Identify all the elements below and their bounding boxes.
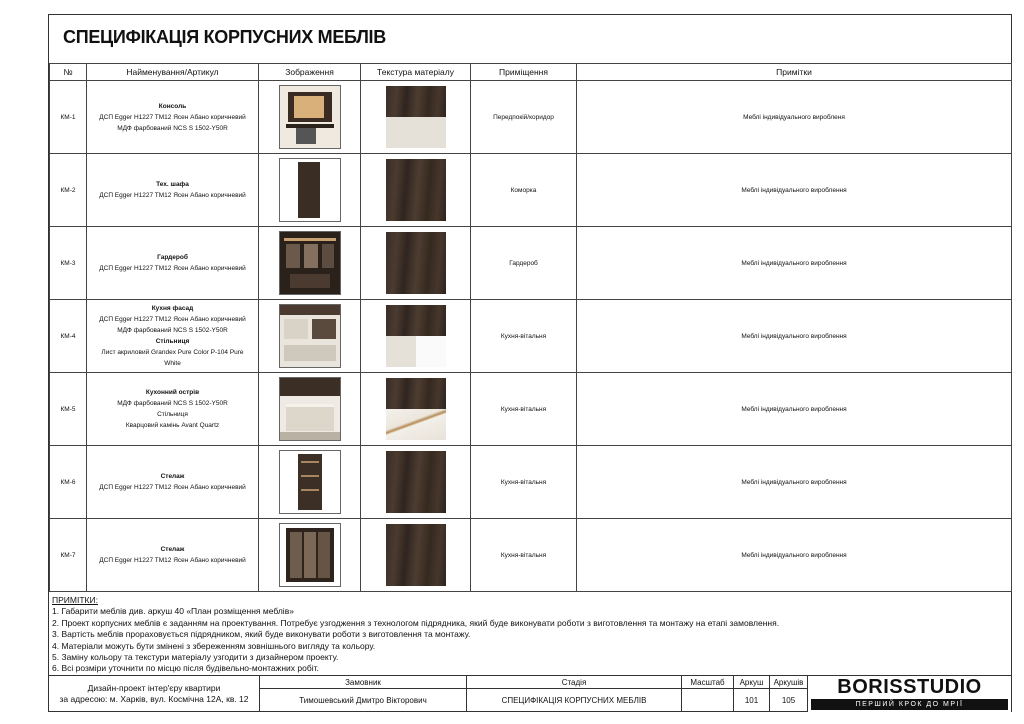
- logo-text: BORISSTUDIO: [837, 676, 982, 698]
- table-row: [50, 519, 1012, 592]
- sheet-label: Аркуш: [733, 676, 769, 688]
- item-material: ДСП Egger H1227 TM12 Ясен Абано коричневий: [99, 557, 246, 564]
- spec-table: [49, 63, 1012, 592]
- table-row: [50, 300, 1012, 373]
- item-material: ДСП Egger H1227 TM12 Ясен Абано коричневий: [99, 265, 246, 272]
- col-texture: Текстура матеріалу: [361, 64, 471, 81]
- row-image: [259, 373, 361, 446]
- row-room: Кухня-вітальня: [471, 373, 577, 446]
- row-name: [87, 81, 259, 154]
- row-name: [87, 373, 259, 446]
- row-id: КМ-7: [50, 519, 87, 592]
- row-name: [87, 300, 259, 373]
- row-id: КМ-5: [50, 373, 87, 446]
- item-material: Кварцовий камінь Avant Quartz: [125, 422, 220, 429]
- note-item: 6. Всі розміри уточнити по місцю після будівельно-монтажних робіт.: [52, 663, 319, 674]
- row-texture: [361, 446, 471, 519]
- row-image: [259, 519, 361, 592]
- item-material: Лист акриловий Grandex Pure Color P-104 Pure: [101, 349, 244, 356]
- row-note: Меблі індивідуального вироблення: [577, 446, 1012, 519]
- col-image: Зображення: [259, 64, 361, 81]
- item-name: Стелаж: [160, 546, 185, 553]
- row-texture: [361, 227, 471, 300]
- texture-wood: [386, 524, 446, 586]
- notes-heading: ПРИМІТКИ:: [52, 595, 98, 605]
- texture-wood: [386, 451, 446, 513]
- kitchen-island-image: [279, 377, 341, 441]
- notes-block: [52, 595, 779, 675]
- studio-logo: [807, 676, 1011, 712]
- wardrobe-image: [279, 231, 341, 295]
- logo-slogan: ПЕРШИЙ КРОК ДО МРІЇ: [811, 699, 1008, 710]
- row-name: [87, 519, 259, 592]
- note-item: 5. Заміну кольору та текстури матеріалу узгодити з дизайнером проекту.: [52, 652, 339, 663]
- col-room: Приміщення: [471, 64, 577, 81]
- texture-wood-marble: [386, 378, 446, 440]
- sheets-label: Аркушів: [769, 676, 807, 688]
- row-id: КМ-4: [50, 300, 87, 373]
- project-address: за адресою: м. Харків, вул. Космічна 12А, кв. 12: [59, 694, 249, 704]
- sheet-number: 101: [733, 688, 769, 712]
- row-name: [87, 227, 259, 300]
- row-id: КМ-1: [50, 81, 87, 154]
- item-material: МДФ фарбований NCS S 1502-Y50R: [117, 124, 228, 132]
- note-item: 2. Проект корпусних меблів є заданням на проектування. Потребує узгодження з технологом підрядника, який буде виконувати роботи з виготовлення та монтажу на етапі замовлення.: [52, 617, 780, 628]
- table-header-row: [50, 64, 1012, 81]
- tech-wardrobe-image: [279, 158, 341, 222]
- item-material: МДФ фарбований NCS S 1502-Y50R: [117, 327, 228, 334]
- row-image: [259, 154, 361, 227]
- row-texture: [361, 154, 471, 227]
- row-room: Гардероб: [471, 227, 577, 300]
- row-note: Меблі індивідуального вироблення: [577, 373, 1012, 446]
- item-material: Стільниця: [157, 411, 188, 418]
- item-material: ДСП Egger H1227 TM12 Ясен Абано коричневий: [99, 484, 246, 491]
- row-id: КМ-6: [50, 446, 87, 519]
- col-number: №: [50, 64, 87, 81]
- row-texture: [361, 519, 471, 592]
- col-notes: Примітки: [577, 64, 1012, 81]
- row-room: Передпокій/коридор: [471, 81, 577, 154]
- row-image: [259, 300, 361, 373]
- table-row: [50, 227, 1012, 300]
- item-material: ДСП Egger H1227 TM12 Ясен Абано коричневий: [99, 113, 246, 121]
- row-texture: [361, 81, 471, 154]
- item-name: Кухня фасад: [151, 305, 194, 312]
- item-material: ДСП Egger H1227 TM12 Ясен Абано коричневий: [99, 316, 246, 323]
- item-material: ДСП Egger H1227 TM12 Ясен Абано коричневий: [99, 192, 246, 199]
- item-name: Гардероб: [157, 254, 188, 261]
- page-title: СПЕЦИФІКАЦІЯ КОРПУСНИХ МЕБЛІВ: [63, 27, 386, 47]
- shelving-image: [279, 450, 341, 514]
- item-name: Стільниця: [155, 338, 190, 345]
- row-room: Кухня-вітальня: [471, 519, 577, 592]
- title-block: [49, 675, 1011, 712]
- row-name: [87, 154, 259, 227]
- sheets-total: 105: [769, 688, 807, 712]
- texture-wood-beige-white: [386, 305, 446, 367]
- row-note: Меблі індивідуального вироблення: [577, 227, 1012, 300]
- item-material: МДФ фарбований NCS S 1502-Y50R: [117, 400, 228, 407]
- note-item: 1. Габарити меблів див. аркуш 40 «План розміщення меблів»: [52, 606, 294, 617]
- project-title: Дизайн-проект інтер'єру квартири: [87, 683, 221, 693]
- customer-name: Тимошевський Дмитро Вікторович: [259, 688, 466, 712]
- row-name: [87, 446, 259, 519]
- row-note: Меблі індивідуального вироблення: [577, 519, 1012, 592]
- row-texture: [361, 300, 471, 373]
- customer-label: Замовник: [259, 676, 466, 688]
- row-id: КМ-3: [50, 227, 87, 300]
- note-item: 3. Вартість меблів прораховується підрядником, який буде виконувати роботи з виготовлення та монтажу.: [52, 629, 471, 640]
- row-image: [259, 227, 361, 300]
- item-name: Консоль: [158, 102, 187, 110]
- row-room: Коморка: [471, 154, 577, 227]
- row-note: Меблі індивідуального виробленя: [577, 81, 1012, 154]
- note-item: 4. Матеріали можуть бути змінені з збереженням зовнішнього вигляду та кольору.: [52, 640, 376, 651]
- project-info: [49, 676, 259, 712]
- scale-value: [681, 688, 733, 712]
- console-image: [279, 85, 341, 149]
- row-id: КМ-2: [50, 154, 87, 227]
- item-material: White: [164, 360, 181, 367]
- row-room: Кухня-вітальня: [471, 446, 577, 519]
- item-name: Стелаж: [160, 473, 185, 480]
- stage-value: СПЕЦИФІКАЦІЯ КОРПУСНИХ МЕБЛІВ: [466, 688, 681, 712]
- table-row: [50, 81, 1012, 154]
- row-room: Кухня-вітальня: [471, 300, 577, 373]
- stage-label: Стадія: [466, 676, 681, 688]
- row-image: [259, 446, 361, 519]
- texture-wood-beige: [386, 86, 446, 148]
- item-name: Кухонний острів: [145, 389, 200, 396]
- row-texture: [361, 373, 471, 446]
- item-name: Тех. шафа: [156, 181, 189, 188]
- col-name: Найменування/Артикул: [87, 64, 259, 81]
- table-row: [50, 373, 1012, 446]
- spec-sheet: [48, 14, 1012, 712]
- shelving-glass-image: [279, 523, 341, 587]
- texture-wood: [386, 159, 446, 221]
- row-image: [259, 81, 361, 154]
- row-note: Меблі індивідуального вироблення: [577, 300, 1012, 373]
- row-note: Меблі індивідуального вироблення: [577, 154, 1012, 227]
- table-row: [50, 154, 1012, 227]
- texture-wood: [386, 232, 446, 294]
- table-row: [50, 446, 1012, 519]
- scale-label: Масштаб: [681, 676, 733, 688]
- kitchen-image: [279, 304, 341, 368]
